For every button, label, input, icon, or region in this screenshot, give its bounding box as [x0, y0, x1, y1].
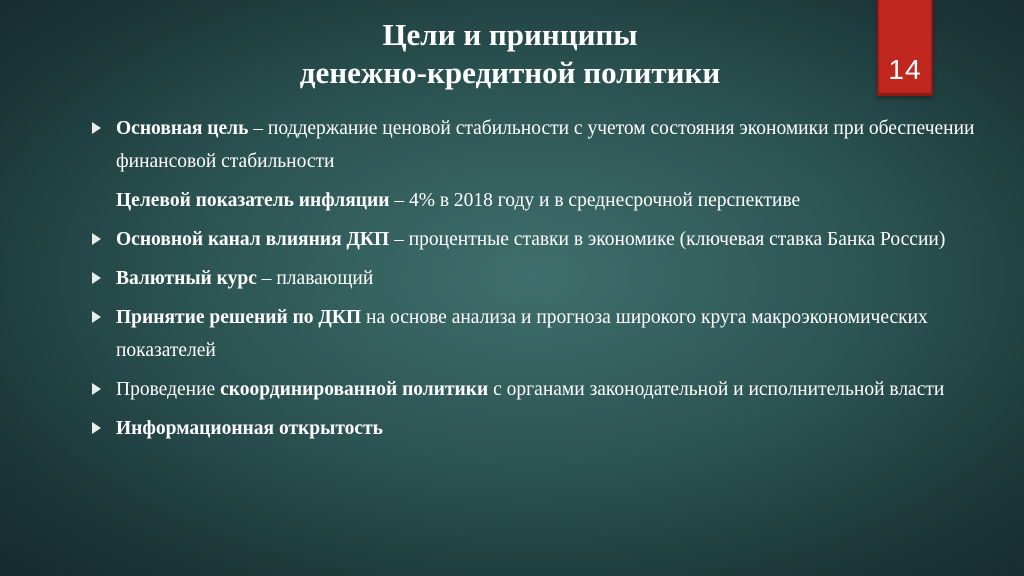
slide-title-line-2: денежно-кредитной политики	[299, 55, 721, 90]
triangle-bullet-icon	[92, 311, 101, 323]
slide-title	[230, 16, 790, 92]
item-text: – 4% в 2018 году и в среднесрочной перспективе	[389, 190, 801, 211]
slide-title-line-1: Цели и принципы	[382, 17, 638, 52]
list-item-transparency	[92, 412, 992, 445]
bullet-list	[92, 112, 992, 451]
page-number-badge	[877, 0, 933, 96]
item-bold-text: Целевой показатель инфляции	[116, 190, 390, 211]
item-bold-text: Основная цель	[116, 118, 249, 139]
item-bold-text: Информационная открытость	[116, 418, 383, 439]
item-bold-text: Основной канал влияния ДКП	[116, 229, 390, 250]
list-item-decisions	[92, 301, 992, 367]
item-pre-text: Проведение	[116, 379, 221, 400]
list-item-main-channel	[92, 223, 992, 256]
triangle-bullet-icon	[92, 233, 101, 245]
item-text: – процентные ставки в экономике (ключевая ставка Банка России)	[389, 229, 946, 250]
list-item-exchange-rate	[92, 262, 992, 295]
item-bold-text: Валютный курс	[116, 268, 257, 289]
item-bold-text: Принятие решений по ДКП	[116, 307, 362, 328]
triangle-bullet-icon	[92, 422, 101, 434]
item-text: на основе анализа и прогноза широкого круга макроэкономических показателей	[116, 307, 928, 361]
list-item-inflation-target	[92, 184, 992, 217]
item-text: с органами законодательной и исполнительной власти	[488, 379, 945, 400]
triangle-bullet-icon	[92, 122, 101, 134]
page-number: 14	[888, 54, 922, 85]
triangle-bullet-icon	[92, 383, 101, 395]
item-text: – плавающий	[256, 268, 374, 289]
list-item-main-goal	[92, 112, 992, 178]
triangle-bullet-icon	[92, 272, 101, 284]
item-text: – поддержание ценовой стабильности с учетом состояния экономики при обеспечении финансовой стабильности	[116, 118, 975, 172]
list-item-coordination	[92, 373, 992, 406]
item-bold-text: скоординированной политики	[220, 379, 489, 400]
